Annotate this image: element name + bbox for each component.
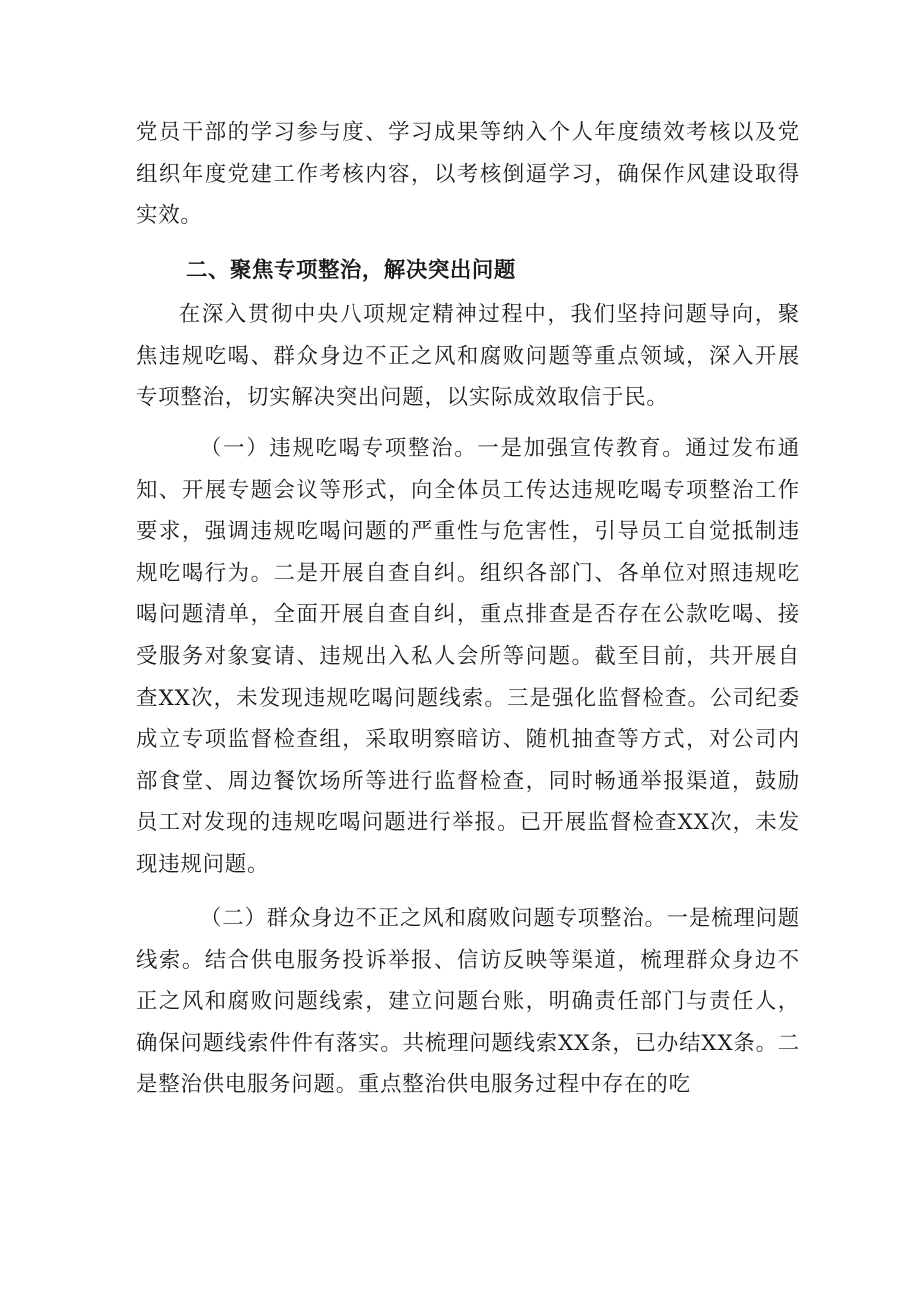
paragraph-item-2: （二）群众身边不正之风和腐败问题专项整治。一是梳理问题线索。结合供电服务投诉举报、信访反映等渠道，梳理群众身边不正之风和腐败问题线索，建立问题台账，明确责任部门与责任人，确保问题线索件件有落实。共梳理问题线索XX条，已办结XX条。二是整治供电服务问题。重点整治供电服务过程中存在的吃 — [136, 906, 800, 1098]
paragraph-item-1: （一）违规吃喝专项整治。一是加强宣传教育。通过发布通知、开展专题会议等形式，向全体员工传达违规吃喝专项整治工作要求，强调违规吃喝问题的严重性与危害性，引导员工自觉抵制违规吃喝行为。二是开展自查自纠。组织各部门、各单位对照违规吃喝问题清单，全面开展自查自纠，重点排查是否存在公款吃喝、接受服务对象宴请、违规出入私人会所等问题。截至目前，共开展自查XX次，未发现违规吃喝问题线索。三是强化监督检查。公司纪委成立专项监督检查组，采取明察暗访、随机抽查等方式，对公司内部食堂、周边餐饮场所等进行监督检查，同时畅通举报渠道，鼓励员工对发现的违规吃喝问题进行举报。已开展监督检查XX次，未发现违规问题。 — [136, 436, 800, 877]
paragraph-intro: 在深入贯彻中央八项规定精神过程中，我们坚持问题导向，聚焦违规吃喝、群众身边不正之风和腐败问题等重点领域，深入开展专项整治，切实解决突出问题，以实际成效取信于民。 — [136, 302, 800, 411]
paragraph-continued: 党员干部的学习参与度、学习成果等纳入个人年度绩效考核以及党组织年度党建工作考核内容，以考核倒逼学习，确保作风建设取得实效。 — [136, 120, 800, 229]
section-heading: 二、聚焦专项整治，解决突出问题 — [186, 258, 516, 283]
